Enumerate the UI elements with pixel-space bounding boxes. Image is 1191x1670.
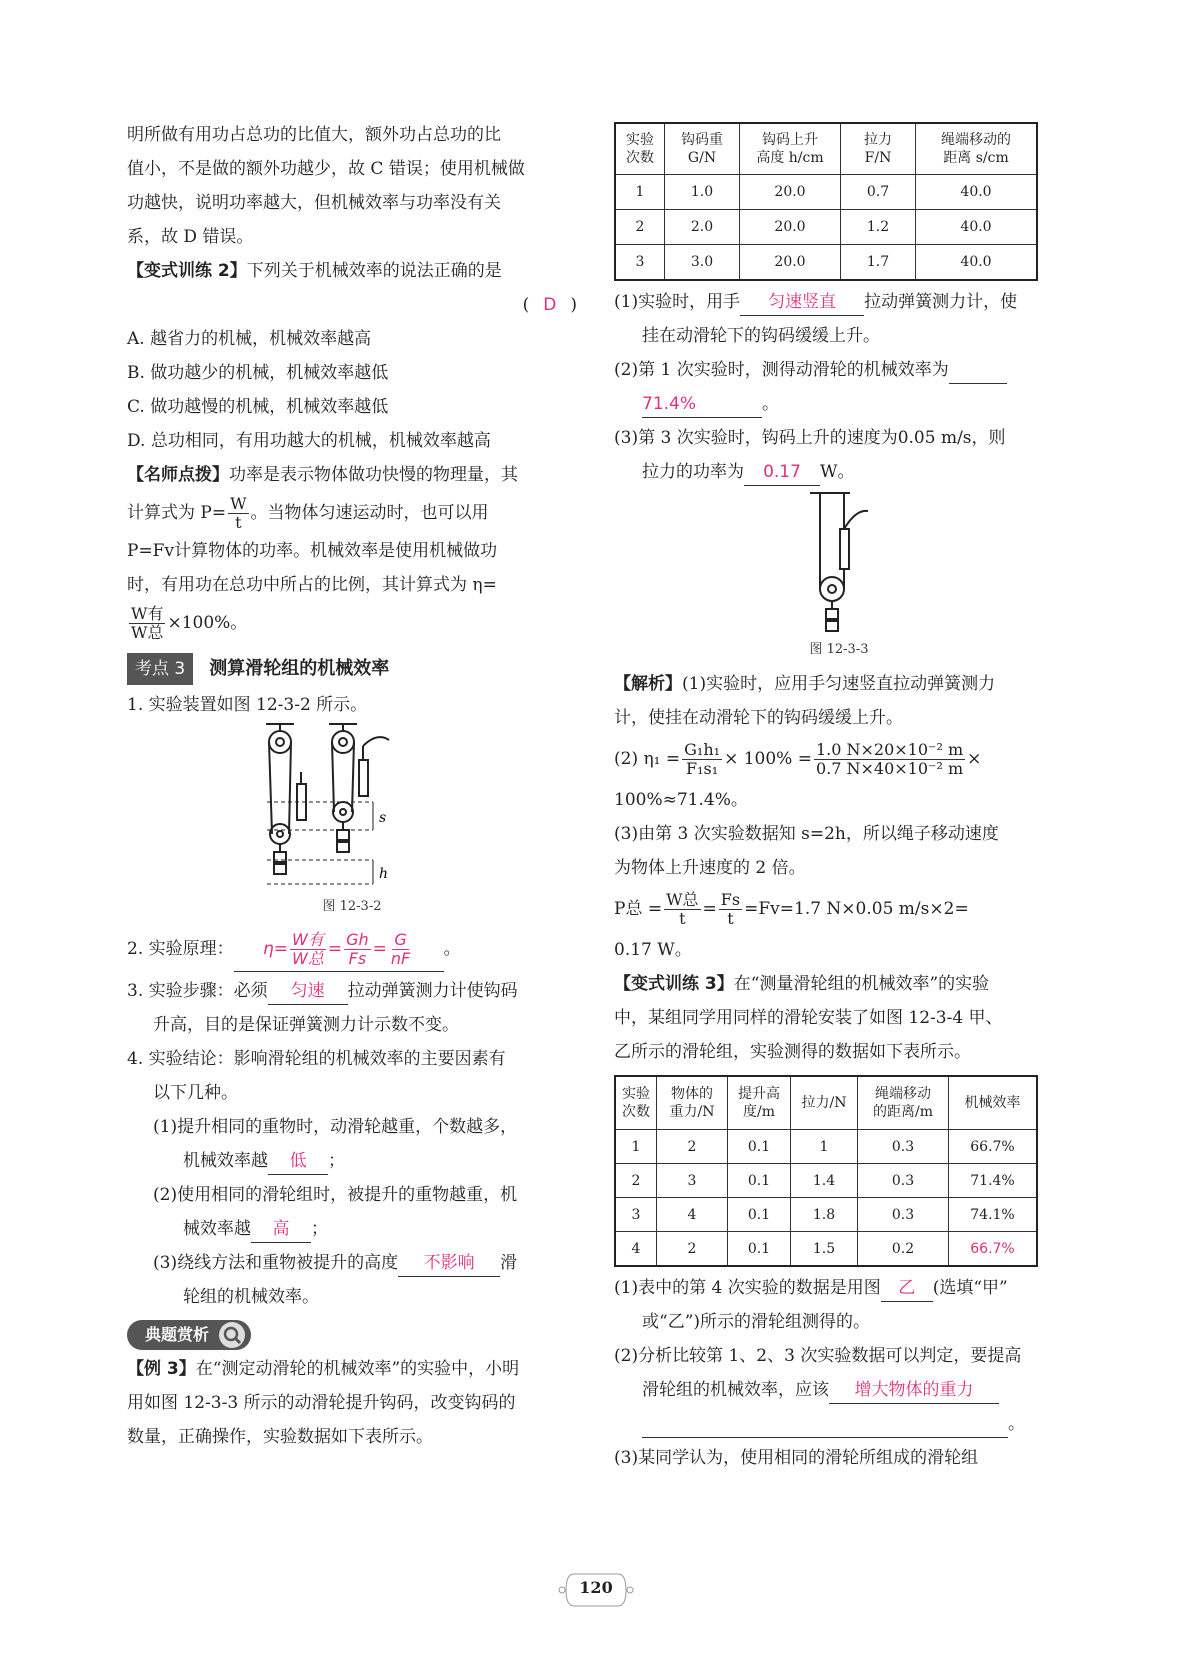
question-text: 下列关于机械效率的说法正确的是 (246, 261, 502, 281)
item-4: 4. 实验结论：影响滑轮组的机械效率的主要因素有 (127, 1049, 506, 1069)
section-title: 测算滑轮组的机械效率 (209, 658, 390, 679)
table-header-cell: 实验 次数 (615, 123, 665, 175)
numerator: W有 (131, 604, 164, 623)
numerator: W有 (292, 929, 324, 949)
example-3-line: 用如图 12-3-3 所示的动滑轮提升钩码，改变钩码的 (127, 1393, 516, 1413)
figure-caption: 图 12-3-2 (322, 899, 382, 914)
example-3-line: 数量，正确操作，实验数据如下表所示。 (127, 1427, 433, 1447)
teacher-tip-line (127, 492, 577, 534)
question-1-cont: 挂在动滑轮下的钩码缓缓上升。 (642, 326, 880, 346)
paren-open: ( (522, 295, 530, 315)
teacher-tip-line: 时，有用功在总功中所占的比例，其计算式为 η= (127, 575, 497, 595)
conclusion-2: (2)使用相同的滑轮组时，被提升的重物越重，机 (153, 1185, 518, 1205)
item-1: 1. 实验装置如图 12-3-2 所示。 (127, 695, 368, 715)
table-cell: 1.5 (791, 1232, 858, 1267)
question-text: (选填“甲” (932, 1278, 1008, 1298)
figure-caption: 图 12-3-3 (809, 642, 869, 657)
magnifier-icon (219, 1322, 245, 1348)
fraction (719, 891, 742, 928)
denominator: t (235, 513, 242, 532)
variant-training-3-line: 中，某组同学用同样的滑轮安装了如图 12-3-4 甲、 (614, 1008, 1003, 1028)
item-3-cont: 升高，目的是保证弹簧测力计示数不变。 (153, 1015, 459, 1035)
variant-training-3-line: 乙所示的滑轮组，实验测得的数据如下表所示。 (614, 1042, 971, 1062)
variant-training-3 (614, 967, 1064, 1001)
subquestion-2-cont (614, 1373, 1064, 1407)
fraction (290, 931, 326, 968)
table-cell: 40.0 (916, 210, 1038, 245)
table-cell: 40.0 (916, 245, 1038, 281)
right-column (614, 122, 1064, 1475)
item-text: 2. 实验原理： (127, 939, 234, 959)
section-label: 考点 3 (127, 653, 193, 685)
table-cell: 2 (657, 1130, 728, 1164)
eta-symbol: η= (263, 939, 289, 959)
option-a: A. 越省力的机械，机械效率越高 (127, 329, 372, 349)
table-cell: 2 (615, 210, 665, 245)
denominator: t (727, 909, 734, 928)
denominator: F₁s₁ (686, 759, 719, 778)
intro-line: 值小，不是做的额外功越少，故 C 错误；使用机械做 (127, 159, 525, 179)
analysis-line (614, 735, 1064, 783)
question-text: (1)表中的第 4 次实验的数据是用图 (614, 1278, 881, 1298)
intro-line: 明所做有用功占总功的比值大，额外功占总功的比 (127, 125, 501, 145)
table-cell: 1.8 (791, 1198, 858, 1232)
subquestion-2: (2)分析比较第 1、2、3 次实验数据可以判定，要提高 (614, 1346, 1022, 1366)
teacher-tip-line: P=Fv计算物体的功率。机械效率是使用机械做功 (127, 541, 498, 561)
question-text: 在“测量滑轮组的机械效率”的实验 (733, 974, 990, 994)
conclusion-answer: 不影响 (398, 1250, 500, 1277)
item-text: 3. 实验步骤：必须 (127, 981, 268, 1001)
table-row (615, 245, 1037, 281)
table-cell: 74.1% (949, 1198, 1038, 1232)
analysis-line: 0.17 W。 (614, 940, 692, 960)
conclusion-answer: 低 (268, 1148, 328, 1175)
step-answer: 匀速 (268, 978, 348, 1005)
table-cell: 66.7% (949, 1130, 1038, 1164)
denominator: t (679, 909, 686, 928)
question-answer: 匀速竖直 (740, 289, 864, 316)
label-s: s (379, 810, 387, 826)
table-cell: 0.1 (728, 1198, 791, 1232)
conclusion-1-cont (127, 1144, 577, 1178)
item-text: 拉动弹簧测力计使钩码 (347, 981, 518, 1001)
question-text: 拉力的功率为 (642, 462, 744, 482)
item-text: 械效率越 (183, 1219, 251, 1239)
table-header-cell: 提升高 度/m (728, 1076, 791, 1130)
analysis-line: 为物体上升速度的 2 倍。 (614, 858, 806, 878)
fraction (389, 931, 412, 968)
table-header-cell: 拉力/N (791, 1076, 858, 1130)
table-cell: 2 (657, 1232, 728, 1267)
intro-line: 功越快，说明功率越大，但机械效率与功率没有关 (127, 193, 501, 213)
question-answer: 增大物体的重力 (829, 1377, 999, 1404)
question-text: 。 (762, 394, 779, 414)
numerator: W (230, 494, 247, 513)
question-text: 。 (1008, 1414, 1025, 1434)
example-text: 在“测定动滑轮的机械效率”的实验中，小明 (195, 1359, 520, 1379)
experiment-table-1 (614, 122, 1038, 281)
numerator: G₁h₁ (684, 740, 721, 759)
table-row (615, 210, 1037, 245)
analysis-line (614, 667, 1064, 701)
question-text: (2)第 1 次实验时，测得动滑轮的机械效率为 (614, 360, 949, 380)
table-cell: 1 (615, 1130, 657, 1164)
denominator: W总 (131, 623, 164, 642)
analysis-line: (3)由第 3 次实验数据知 s=2h，所以绳子移动速度 (614, 824, 999, 844)
fraction (814, 741, 965, 778)
analysis-line: 计，使挂在动滑轮下的钩码缓缓上升。 (614, 708, 903, 728)
subquestion-3: (3)某同学认为，使用相同的滑轮所组成的滑轮组 (614, 1448, 979, 1468)
principle-answer (234, 927, 444, 972)
equals: = (372, 939, 387, 959)
badge-text: 典题赏析 (145, 1325, 210, 1344)
item-text: 机械效率越 (183, 1151, 268, 1171)
conclusion-3-cont: 轮组的机械效率。 (183, 1287, 319, 1307)
label-h: h (379, 866, 389, 882)
table-cell: 0.1 (728, 1232, 791, 1267)
pulley-diagram-icon (127, 722, 577, 898)
teacher-tip-tag: 【名师点拨】 (127, 465, 229, 485)
table-cell: 3.0 (665, 245, 740, 281)
example-3-line (127, 1352, 577, 1386)
option-d: D. 总功相同，有用功越大的机械，机械效率越高 (127, 431, 491, 451)
analysis-text: × (967, 749, 982, 769)
table-row (615, 1198, 1037, 1232)
fraction (682, 741, 722, 778)
numerator: W总 (666, 890, 699, 909)
denominator: W总 (292, 948, 324, 968)
table-cell: 1.2 (841, 210, 916, 245)
table-cell: 20.0 (740, 210, 841, 245)
table-cell: 3 (615, 245, 665, 281)
table-cell: 1.4 (791, 1164, 858, 1198)
question-2 (614, 353, 1064, 387)
table-cell: 1.7 (841, 245, 916, 281)
item-text: 。 (443, 939, 461, 959)
numerator: G (394, 929, 407, 949)
tip-text: ×100%。 (167, 613, 248, 633)
table-cell: 20.0 (740, 175, 841, 210)
table-cell: 2 (615, 1164, 657, 1198)
question-3: (3)第 3 次实验时，钩码上升的速度为0.05 m/s，则 (614, 428, 1006, 448)
item-text: ； (311, 1219, 328, 1239)
question-text: (1)实验时，用手 (614, 292, 741, 312)
item-text: ； (328, 1151, 345, 1171)
table-cell: 4 (615, 1232, 657, 1267)
table-cell: 40.0 (916, 175, 1038, 210)
question-answer: 71.4% (642, 391, 762, 418)
movable-pulley-icon (614, 489, 1064, 641)
analysis-text: × 100% = (724, 749, 812, 769)
table-cell: 0.3 (858, 1130, 949, 1164)
table-cell: 0.1 (728, 1164, 791, 1198)
table-cell-answer: 66.7% (949, 1232, 1038, 1267)
table-cell: 3 (657, 1164, 728, 1198)
analysis-text: = (702, 899, 717, 919)
table-row (615, 1130, 1037, 1164)
table-cell: 0.3 (858, 1164, 949, 1198)
left-column (127, 118, 577, 1454)
page-number (556, 1568, 636, 1608)
table-header-row (615, 123, 1037, 175)
analysis-line: 100%≈71.4%。 (614, 790, 748, 810)
item-3 (127, 974, 577, 1008)
answer-paren (127, 288, 577, 322)
item-4-cont: 以下几种。 (153, 1083, 238, 1103)
table-cell: 0.2 (858, 1232, 949, 1267)
paren-close: ) (570, 295, 577, 315)
table-cell: 1 (791, 1130, 858, 1164)
teacher-tip-line (127, 458, 577, 492)
analysis-tag: 【解析】 (614, 674, 682, 694)
variant-training-tag: 【变式训练 3】 (614, 974, 734, 994)
table-cell: 4 (657, 1198, 728, 1232)
analysis-line (614, 885, 1064, 933)
conclusion-answer: 高 (251, 1216, 311, 1243)
subquestion-1 (614, 1271, 1064, 1305)
answer-blank (949, 357, 1007, 384)
item-text: 滑 (500, 1253, 518, 1273)
question-text: 滑轮组的机械效率，应该 (642, 1380, 829, 1400)
teacher-tip-line (127, 602, 577, 644)
variant-training-tag: 【变式训练 2】 (127, 261, 247, 281)
equals: = (327, 939, 343, 959)
table-header-cell: 物体的 重力/N (657, 1076, 728, 1130)
intro-line: 系，故 D 错误。 (127, 227, 254, 247)
table-row (615, 1164, 1037, 1198)
answer-blank (642, 1411, 1008, 1438)
table-header-cell: 实验 次数 (615, 1076, 657, 1130)
experiment-table-2 (614, 1075, 1038, 1267)
denominator: nF (390, 948, 411, 968)
table-cell: 0.3 (858, 1198, 949, 1232)
table-cell: 3 (615, 1198, 657, 1232)
table-cell: 1 (615, 175, 665, 210)
subquestion-1-cont: 或“乙”)所示的滑轮组测得的。 (642, 1312, 871, 1332)
option-c: C. 做功越慢的机械，机械效率越低 (127, 397, 389, 417)
table-cell: 0.7 (841, 175, 916, 210)
numerator: Fs (720, 890, 741, 909)
figure-12-3-2 (127, 722, 577, 898)
power-fraction (228, 495, 248, 532)
conclusion-3 (127, 1246, 577, 1280)
table-row (615, 175, 1037, 210)
question-3-cont (614, 455, 1064, 489)
subquestion-2-line (614, 1407, 1064, 1441)
question-text: W。 (820, 462, 855, 482)
table-cell: 20.0 (740, 245, 841, 281)
example-tag: 【例 3】 (127, 1359, 196, 1379)
efficiency-fraction (129, 605, 165, 642)
table-cell: 1.0 (665, 175, 740, 210)
question-2-cont (614, 387, 1064, 421)
table-header-cell: 绳端移动 的距离/m (858, 1076, 949, 1130)
typical-example-badge (127, 1320, 251, 1350)
table-header-cell: 机械效率 (949, 1076, 1038, 1130)
numerator: 1.0 N×20×10⁻² m (815, 740, 964, 759)
section-heading (127, 652, 577, 686)
item-text: (3)绕线方法和重物被提升的高度 (153, 1253, 399, 1273)
table-cell: 0.1 (728, 1130, 791, 1164)
question-answer: 0.17 (744, 459, 820, 486)
table-header-row (615, 1076, 1037, 1130)
table-header-cell: 钩码重 G/N (665, 123, 740, 175)
analysis-text: (2) η₁ = (614, 749, 681, 769)
tip-text: 。当物体匀速运动时，也可以用 (250, 503, 489, 523)
denominator: 0.7 N×40×10⁻² m (815, 759, 964, 778)
question-text: 拉动弹簧测力计，使 (864, 292, 1018, 312)
table-header-cell: 绳端移动的 距离 s/cm (916, 123, 1038, 175)
variant-training-2-stem (127, 254, 577, 288)
option-b: B. 做功越少的机械，机械效率越低 (127, 363, 389, 383)
table-row (615, 1232, 1037, 1267)
page-number-text: 120 (579, 1578, 613, 1597)
table-cell: 71.4% (949, 1164, 1038, 1198)
item-2 (127, 924, 577, 974)
numerator: Gh (346, 929, 369, 949)
table-header-cell: 拉力 F/N (841, 123, 916, 175)
fraction (664, 891, 700, 928)
denominator: Fs (348, 948, 367, 968)
analysis-text: =Fv=1.7 N×0.05 m/s×2= (744, 899, 969, 919)
conclusion-2-cont (127, 1212, 577, 1246)
analysis-text: (1)实验时，应用手匀速竖直拉动弹簧测力 (682, 674, 996, 694)
choice-answer: D (543, 295, 557, 315)
figure-12-3-3 (614, 489, 1064, 641)
question-1 (614, 285, 1064, 319)
fraction (344, 931, 371, 968)
table-header-cell: 钩码上升 高度 h/cm (740, 123, 841, 175)
table-cell: 2.0 (665, 210, 740, 245)
conclusion-1: (1)提升相同的重物时，动滑轮越重，个数越多， (153, 1117, 518, 1137)
tip-text: 计算式为 P= (127, 503, 227, 523)
question-answer: 乙 (881, 1275, 933, 1302)
analysis-text: P总 = (614, 899, 663, 919)
tip-text: 功率是表示物体做功快慢的物理量，其 (229, 465, 518, 485)
